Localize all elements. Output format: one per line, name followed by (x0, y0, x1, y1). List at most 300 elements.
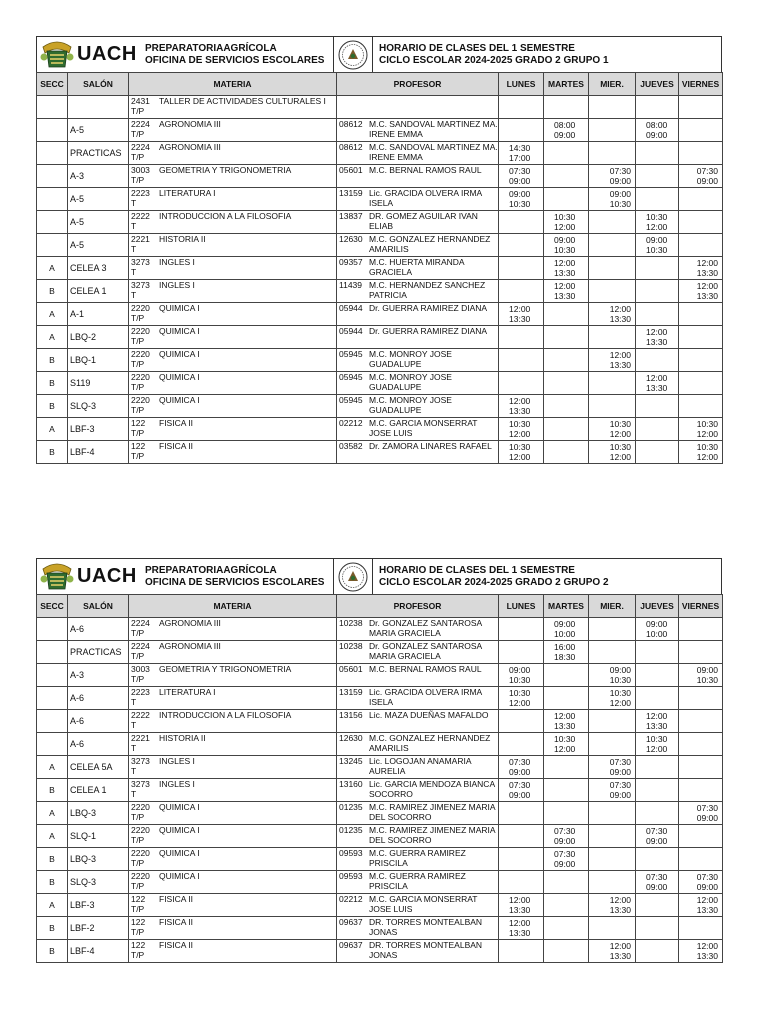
materia-cell (129, 96, 337, 119)
column-header: JUEVES (636, 595, 679, 618)
profesor-name: M.C. MONROY JOSE GUADALUPE (369, 349, 452, 369)
materia-code: 2222 (131, 710, 150, 720)
uach-logo-icon (39, 39, 75, 71)
profesor-name: M.C. MONROY JOSE GUADALUPE (369, 395, 452, 415)
mie-time-cell: 12:00 13:30 (589, 894, 636, 917)
mar-time-cell (544, 871, 589, 894)
table-row (37, 188, 723, 211)
mar-time-cell (544, 142, 589, 165)
materia-code: 2220 (131, 303, 150, 313)
secc-cell: A (37, 802, 68, 825)
materia-name: LITERATURA I (159, 188, 216, 198)
table-row (37, 664, 723, 687)
materia-type: T/P (131, 405, 145, 415)
jue-time-cell (636, 303, 679, 326)
materia-name: QUIMICA I (159, 372, 200, 382)
profesor-name: M.C. GARCIA MONSERRAT JOSE LUIS (369, 894, 478, 914)
mar-time-cell (544, 96, 589, 119)
jue-time-cell (636, 894, 679, 917)
materia-code: 2223 (131, 687, 150, 697)
lun-time-cell (499, 825, 544, 848)
jue-time-cell: 07:30 09:00 (636, 825, 679, 848)
profesor-name: M.C. GUERRA RAMIREZ PRISCILA (369, 871, 466, 891)
salon-cell: LBF-3 (68, 418, 129, 441)
vie-time-cell (679, 917, 723, 940)
profesor-cell (337, 165, 499, 188)
mar-time-cell (544, 779, 589, 802)
profesor-code: 05944 (339, 326, 363, 336)
column-header: MARTES (544, 595, 589, 618)
column-header: SALÓN (68, 73, 129, 96)
materia-cell (129, 119, 337, 142)
table-row (37, 779, 723, 802)
materia-cell (129, 372, 337, 395)
table-row (37, 372, 723, 395)
profesor-cell (337, 756, 499, 779)
mie-time-cell: 07:30 09:00 (589, 779, 636, 802)
salon-cell: LBQ-3 (68, 802, 129, 825)
materia-name: INGLES I (159, 280, 195, 290)
vie-time-cell: 10:30 12:00 (679, 418, 723, 441)
profesor-code: 09637 (339, 940, 363, 950)
materia-code: 3273 (131, 280, 150, 290)
materia-code: 2220 (131, 871, 150, 881)
materia-code: 2220 (131, 825, 150, 835)
profesor-code: 09357 (339, 257, 363, 267)
mie-time-cell: 07:30 09:00 (589, 756, 636, 779)
profesor-code: 05601 (339, 664, 363, 674)
vie-time-cell (679, 687, 723, 710)
lun-time-cell (499, 234, 544, 257)
salon-cell: CELEA 3 (68, 257, 129, 280)
secc-cell: A (37, 303, 68, 326)
title-line-2: CICLO ESCOLAR 2024-2025 GRADO 2 GRUPO 2 (379, 577, 609, 588)
schedule-table (36, 594, 723, 963)
materia-type: T/P (131, 904, 145, 914)
mar-time-cell (544, 418, 589, 441)
secc-cell: A (37, 257, 68, 280)
profesor-code: 03582 (339, 441, 363, 451)
jue-time-cell (636, 940, 679, 963)
salon-cell: SLQ-3 (68, 395, 129, 418)
profesor-name: M.C. HUERTA MIRANDA GRACIELA (369, 257, 465, 277)
materia-cell (129, 441, 337, 464)
table-row (37, 395, 723, 418)
column-header: PROFESOR (337, 73, 499, 96)
profesor-cell (337, 395, 499, 418)
mie-time-cell (589, 142, 636, 165)
mie-time-cell: 12:00 13:30 (589, 303, 636, 326)
profesor-cell (337, 917, 499, 940)
secc-cell (37, 710, 68, 733)
lun-time-cell: 09:00 10:30 (499, 664, 544, 687)
secc-cell: B (37, 848, 68, 871)
table-row (37, 756, 723, 779)
materia-type: T (131, 290, 137, 300)
materia-type: T/P (131, 858, 145, 868)
jue-time-cell (636, 188, 679, 211)
materia-name: LITERATURA I (159, 687, 216, 697)
institution-name (137, 37, 333, 72)
profesor-code: 13156 (339, 710, 363, 720)
column-header: VIERNES (679, 73, 723, 96)
materia-type: T/P (131, 628, 145, 638)
column-header: LUNES (499, 73, 544, 96)
secc-cell: B (37, 372, 68, 395)
salon-cell: A-5 (68, 188, 129, 211)
profesor-code: 05945 (339, 349, 363, 359)
profesor-name: Dr. GUERRA RAMIREZ DIANA (369, 303, 488, 313)
lun-time-cell (499, 211, 544, 234)
materia-cell (129, 165, 337, 188)
materia-name: QUIMICA I (159, 303, 200, 313)
profesor-cell (337, 687, 499, 710)
materia-type: T (131, 267, 137, 277)
materia-type: T/P (131, 152, 145, 162)
table-row (37, 441, 723, 464)
profesor-name: M.C. SANDOVAL MARTINEZ MA. IRENE EMMA (369, 119, 498, 139)
column-header: JUEVES (636, 73, 679, 96)
salon-cell: A-1 (68, 303, 129, 326)
secc-cell (37, 664, 68, 687)
materia-cell (129, 395, 337, 418)
vie-time-cell (679, 234, 723, 257)
schedule-grupo-2 (36, 558, 722, 963)
jue-time-cell: 07:30 09:00 (636, 871, 679, 894)
mie-time-cell (589, 641, 636, 664)
mie-time-cell (589, 257, 636, 280)
materia-cell (129, 802, 337, 825)
jue-time-cell: 12:00 13:30 (636, 372, 679, 395)
materia-name: FISICA II (159, 917, 194, 927)
profesor-code: 12630 (339, 733, 363, 743)
secc-cell: B (37, 441, 68, 464)
materia-type: T/P (131, 674, 145, 684)
materia-code: 122 (131, 418, 146, 428)
materia-name: AGRONOMIA III (159, 142, 221, 152)
materia-cell (129, 848, 337, 871)
secc-cell: A (37, 326, 68, 349)
table-row (37, 303, 723, 326)
jue-time-cell: 12:00 13:30 (636, 710, 679, 733)
profesor-cell (337, 96, 499, 119)
profesor-name: Lic. MAZA DUEÑAS MAFALDO (369, 710, 489, 720)
mie-time-cell: 10:30 12:00 (589, 418, 636, 441)
materia-code: 3003 (131, 664, 150, 674)
materia-cell (129, 211, 337, 234)
column-header: SALÓN (68, 595, 129, 618)
jue-time-cell: 08:00 09:00 (636, 119, 679, 142)
vie-time-cell: 12:00 13:30 (679, 257, 723, 280)
jue-time-cell (636, 418, 679, 441)
jue-time-cell (636, 641, 679, 664)
seal-icon (338, 40, 368, 70)
materia-name: QUIMICA I (159, 349, 200, 359)
lun-time-cell (499, 618, 544, 641)
mie-time-cell (589, 733, 636, 756)
materia-code: 122 (131, 940, 146, 950)
profesor-name: Dr. GONZALEZ SANTAROSA MARIA GRACIELA (369, 641, 482, 661)
salon-cell: LBQ-2 (68, 326, 129, 349)
secc-cell (37, 687, 68, 710)
profesor-name: Dr. GONZALEZ SANTAROSA MARIA GRACIELA (369, 618, 482, 638)
lun-time-cell: 12:00 13:30 (499, 917, 544, 940)
lun-time-cell (499, 326, 544, 349)
materia-type: T/P (131, 129, 145, 139)
materia-code: 2220 (131, 326, 150, 336)
vie-time-cell: 12:00 13:30 (679, 894, 723, 917)
materia-code: 122 (131, 441, 146, 451)
secc-cell: A (37, 418, 68, 441)
materia-type: T/P (131, 313, 145, 323)
profesor-name: DR. GOMEZ AGUILAR IVAN ELIAB (369, 211, 478, 231)
jue-time-cell (636, 802, 679, 825)
table-row (37, 234, 723, 257)
profesor-name: M.C. RAMIREZ JIMENEZ MARIA DEL SOCORRO (369, 802, 496, 822)
vie-time-cell (679, 349, 723, 372)
materia-type: T/P (131, 881, 145, 891)
table-header-row (37, 595, 723, 618)
mie-time-cell (589, 395, 636, 418)
materia-code: 2220 (131, 395, 150, 405)
secc-cell: B (37, 779, 68, 802)
materia-code: 2220 (131, 372, 150, 382)
materia-type: T/P (131, 451, 145, 461)
profesor-cell (337, 618, 499, 641)
seal (333, 559, 373, 594)
mie-time-cell: 10:30 12:00 (589, 687, 636, 710)
institution-name (137, 559, 333, 594)
materia-code: 2221 (131, 733, 150, 743)
mar-time-cell (544, 687, 589, 710)
vie-time-cell: 10:30 12:00 (679, 441, 723, 464)
mar-time-cell (544, 372, 589, 395)
table-row (37, 280, 723, 303)
materia-code: 3273 (131, 756, 150, 766)
secc-cell (37, 211, 68, 234)
materia-cell (129, 917, 337, 940)
materia-name: TALLER DE ACTIVIDADES CULTURALES I (159, 96, 326, 106)
materia-cell (129, 687, 337, 710)
lun-time-cell (499, 802, 544, 825)
mar-time-cell: 08:00 09:00 (544, 119, 589, 142)
materia-name: AGRONOMIA III (159, 618, 221, 628)
institution-line-1: PREPARATORIAAGRÍCOLA (145, 565, 277, 576)
mar-time-cell (544, 441, 589, 464)
jue-time-cell: 09:00 10:00 (636, 618, 679, 641)
mie-time-cell: 12:00 13:30 (589, 349, 636, 372)
materia-name: QUIMICA I (159, 802, 200, 812)
table-row (37, 871, 723, 894)
jue-time-cell (636, 280, 679, 303)
schedule-title (373, 37, 721, 72)
jue-time-cell: 10:30 12:00 (636, 211, 679, 234)
materia-type: T/P (131, 106, 145, 116)
materia-cell (129, 641, 337, 664)
profesor-name: DR. TORRES MONTEALBAN JONAS (369, 940, 483, 960)
profesor-name: M.C. BERNAL RAMOS RAUL (369, 165, 482, 175)
profesor-cell (337, 848, 499, 871)
mar-time-cell (544, 349, 589, 372)
seal (333, 37, 373, 72)
mie-time-cell (589, 119, 636, 142)
vie-time-cell (679, 326, 723, 349)
salon-cell: LBF-3 (68, 894, 129, 917)
materia-cell (129, 349, 337, 372)
profesor-cell (337, 142, 499, 165)
secc-cell: B (37, 349, 68, 372)
mar-time-cell (544, 917, 589, 940)
materia-cell (129, 303, 337, 326)
salon-cell: PRACTICAS (68, 641, 129, 664)
profesor-cell (337, 257, 499, 280)
materia-name: GEOMETRIA Y TRIGONOMETRIA (159, 165, 292, 175)
secc-cell: B (37, 395, 68, 418)
materia-code: 2224 (131, 641, 150, 651)
profesor-code: 09593 (339, 871, 363, 881)
materia-cell (129, 825, 337, 848)
materia-type: T/P (131, 812, 145, 822)
materia-type: T (131, 743, 137, 753)
mar-time-cell (544, 188, 589, 211)
profesor-cell (337, 733, 499, 756)
profesor-name: M.C. GONZALEZ HERNANDEZ AMARILIS (369, 733, 491, 753)
jue-time-cell: 10:30 12:00 (636, 733, 679, 756)
column-header: SECC (37, 595, 68, 618)
uach-wordmark: UACH (77, 43, 137, 65)
salon-cell: A-5 (68, 211, 129, 234)
materia-cell (129, 188, 337, 211)
vie-time-cell (679, 618, 723, 641)
mar-time-cell: 12:00 13:30 (544, 710, 589, 733)
materia-name: FISICA II (159, 940, 194, 950)
mie-time-cell: 12:00 13:30 (589, 940, 636, 963)
materia-type: T (131, 198, 137, 208)
profesor-cell (337, 871, 499, 894)
profesor-code: 12630 (339, 234, 363, 244)
jue-time-cell (636, 257, 679, 280)
column-header: MIER. (589, 595, 636, 618)
secc-cell: A (37, 825, 68, 848)
mar-time-cell: 09:00 10:30 (544, 234, 589, 257)
materia-type: T/P (131, 382, 145, 392)
materia-name: HISTORIA II (159, 234, 206, 244)
profesor-name: M.C. HERNANDEZ SANCHEZ PATRICIA (369, 280, 486, 300)
profesor-cell (337, 211, 499, 234)
profesor-cell (337, 825, 499, 848)
profesor-name: Dr. ZAMORA LINARES RAFAEL (369, 441, 492, 451)
mar-time-cell (544, 326, 589, 349)
materia-type: T (131, 766, 137, 776)
materia-code: 2220 (131, 848, 150, 858)
secc-cell (37, 733, 68, 756)
profesor-code: 13160 (339, 779, 363, 789)
lun-time-cell: 10:30 12:00 (499, 418, 544, 441)
materia-cell (129, 418, 337, 441)
schedule-table (36, 72, 723, 464)
secc-cell (37, 188, 68, 211)
materia-code: 3273 (131, 257, 150, 267)
vie-time-cell (679, 756, 723, 779)
secc-cell: B (37, 280, 68, 303)
title-line-1: HORARIO DE CLASES DEL 1 SEMESTRE (379, 43, 575, 54)
profesor-name: Lic. LOGOJAN ANAMARIA AURELIA (369, 756, 472, 776)
materia-cell (129, 710, 337, 733)
lun-time-cell (499, 96, 544, 119)
schedule-header (36, 558, 722, 594)
jue-time-cell (636, 165, 679, 188)
column-header: MATERIA (129, 595, 337, 618)
lun-time-cell: 10:30 12:00 (499, 441, 544, 464)
materia-name: QUIMICA I (159, 848, 200, 858)
vie-time-cell: 12:00 13:30 (679, 280, 723, 303)
profesor-cell (337, 280, 499, 303)
table-row (37, 165, 723, 188)
profesor-name: M.C. GUERRA RAMIREZ PRISCILA (369, 848, 466, 868)
mar-time-cell (544, 165, 589, 188)
mar-time-cell: 10:30 12:00 (544, 211, 589, 234)
institution-line-2: OFICINA DE SERVICIOS ESCOLARES (145, 577, 325, 588)
profesor-cell (337, 303, 499, 326)
profesor-code: 02212 (339, 418, 363, 428)
salon-cell: PRACTICAS (68, 142, 129, 165)
profesor-name: DR. TORRES MONTEALBAN JONAS (369, 917, 483, 937)
mie-time-cell (589, 871, 636, 894)
salon-cell: A-6 (68, 687, 129, 710)
secc-cell (37, 119, 68, 142)
lun-time-cell (499, 280, 544, 303)
materia-code: 3003 (131, 165, 150, 175)
mie-time-cell: 09:00 10:30 (589, 188, 636, 211)
jue-time-cell (636, 756, 679, 779)
materia-name: AGRONOMIA III (159, 641, 221, 651)
materia-cell (129, 664, 337, 687)
table-row (37, 940, 723, 963)
materia-name: GEOMETRIA Y TRIGONOMETRIA (159, 664, 292, 674)
profesor-code: 13159 (339, 687, 363, 697)
mie-time-cell: 10:30 12:00 (589, 441, 636, 464)
mar-time-cell (544, 664, 589, 687)
mie-time-cell (589, 96, 636, 119)
profesor-name: M.C. BERNAL RAMOS RAUL (369, 664, 482, 674)
salon-cell: LBQ-3 (68, 848, 129, 871)
profesor-cell (337, 894, 499, 917)
lun-time-cell (499, 641, 544, 664)
profesor-name: M.C. GARCIA MONSERRAT JOSE LUIS (369, 418, 478, 438)
mar-time-cell (544, 894, 589, 917)
jue-time-cell (636, 779, 679, 802)
profesor-code: 02212 (339, 894, 363, 904)
profesor-code: 11439 (339, 280, 363, 290)
mar-time-cell: 12:00 13:30 (544, 280, 589, 303)
materia-cell (129, 733, 337, 756)
table-row (37, 96, 723, 119)
table-row (37, 326, 723, 349)
profesor-code: 01235 (339, 802, 363, 812)
materia-type: T/P (131, 927, 145, 937)
salon-cell: S119 (68, 372, 129, 395)
lun-time-cell (499, 871, 544, 894)
materia-code: 2222 (131, 211, 150, 221)
lun-time-cell (499, 733, 544, 756)
profesor-cell (337, 940, 499, 963)
vie-time-cell (679, 188, 723, 211)
vie-time-cell (679, 119, 723, 142)
column-header: SECC (37, 73, 68, 96)
table-row (37, 418, 723, 441)
materia-name: FISICA II (159, 894, 194, 904)
materia-cell (129, 940, 337, 963)
